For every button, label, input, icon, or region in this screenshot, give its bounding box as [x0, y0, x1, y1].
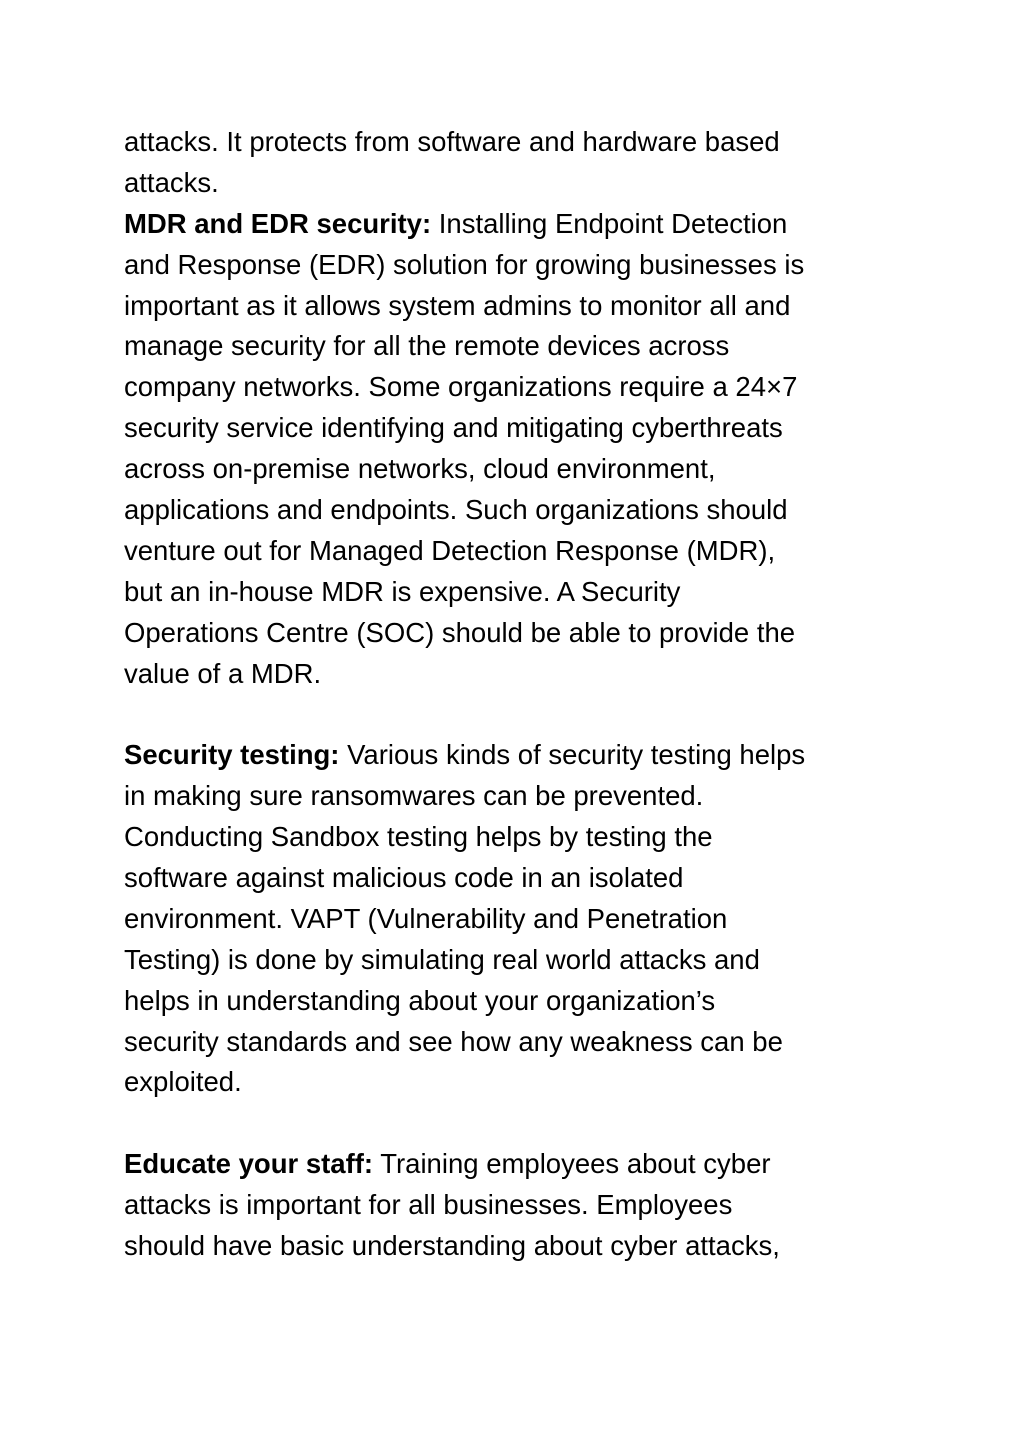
text-line: and Response (EDR) solution for growing businesses is: [124, 248, 805, 280]
text-line: Operations Centre (SOC) should be able to provide the: [124, 616, 796, 648]
text-line: software against malicious code in an isolated: [124, 862, 684, 894]
text-line: across on-premise networks, cloud environment,: [124, 453, 716, 485]
text-line: attacks.: [124, 166, 219, 198]
text-line: [124, 1144, 904, 1185]
text-line: value of a MDR.: [124, 657, 322, 689]
text-line: should have basic understanding about cyber attacks,: [124, 1230, 780, 1262]
text-line: security service identifying and mitigating cyberthreats: [124, 412, 783, 444]
text-line: attacks. It protects from software and hardware based: [124, 126, 780, 157]
text-span: Installing Endpoint Detection: [431, 207, 788, 239]
text-line: company networks. Some organizations require a 24×7: [124, 371, 798, 403]
text-line: important as it allows system admins to monitor all and: [124, 289, 791, 321]
text-line: venture out for Managed Detection Response (MDR),: [124, 534, 776, 566]
educate-staff-heading: Educate your staff:: [124, 1148, 374, 1180]
mdr-edr-paragraph: [124, 204, 904, 695]
text-line: exploited.: [124, 1066, 242, 1098]
text-line: Conducting Sandbox testing helps by testing the: [124, 821, 713, 853]
paragraph-spacer: [124, 694, 904, 735]
text-line: Testing) is done by simulating real world attacks and: [124, 943, 760, 975]
text-line: security standards and see how any weakness can be: [124, 1025, 783, 1057]
text-span: Various kinds of security testing helps: [339, 739, 806, 771]
intro-paragraph: [124, 122, 904, 204]
mdr-edr-heading: MDR and EDR security:: [124, 207, 432, 239]
text-span: Training employees about cyber: [373, 1148, 771, 1180]
text-line: but an in-house MDR is expensive. A Security: [124, 575, 681, 607]
security-testing-heading: Security testing:: [124, 739, 340, 771]
text-line: manage security for all the remote devices across: [124, 330, 730, 362]
text-line: [124, 735, 904, 776]
text-line: environment. VAPT (Vulnerability and Penetration: [124, 902, 728, 934]
text-line: applications and endpoints. Such organizations should: [124, 494, 788, 526]
document-page: [124, 122, 904, 1267]
text-line: in making sure ransomwares can be prevented.: [124, 780, 704, 812]
security-testing-paragraph: [124, 735, 904, 1103]
educate-staff-paragraph: [124, 1144, 904, 1267]
text-line: attacks is important for all businesses. Employees: [124, 1189, 733, 1221]
text-line: helps in understanding about your organization’s: [124, 984, 716, 1016]
paragraph-spacer: [124, 1103, 904, 1144]
text-line: [124, 204, 904, 245]
